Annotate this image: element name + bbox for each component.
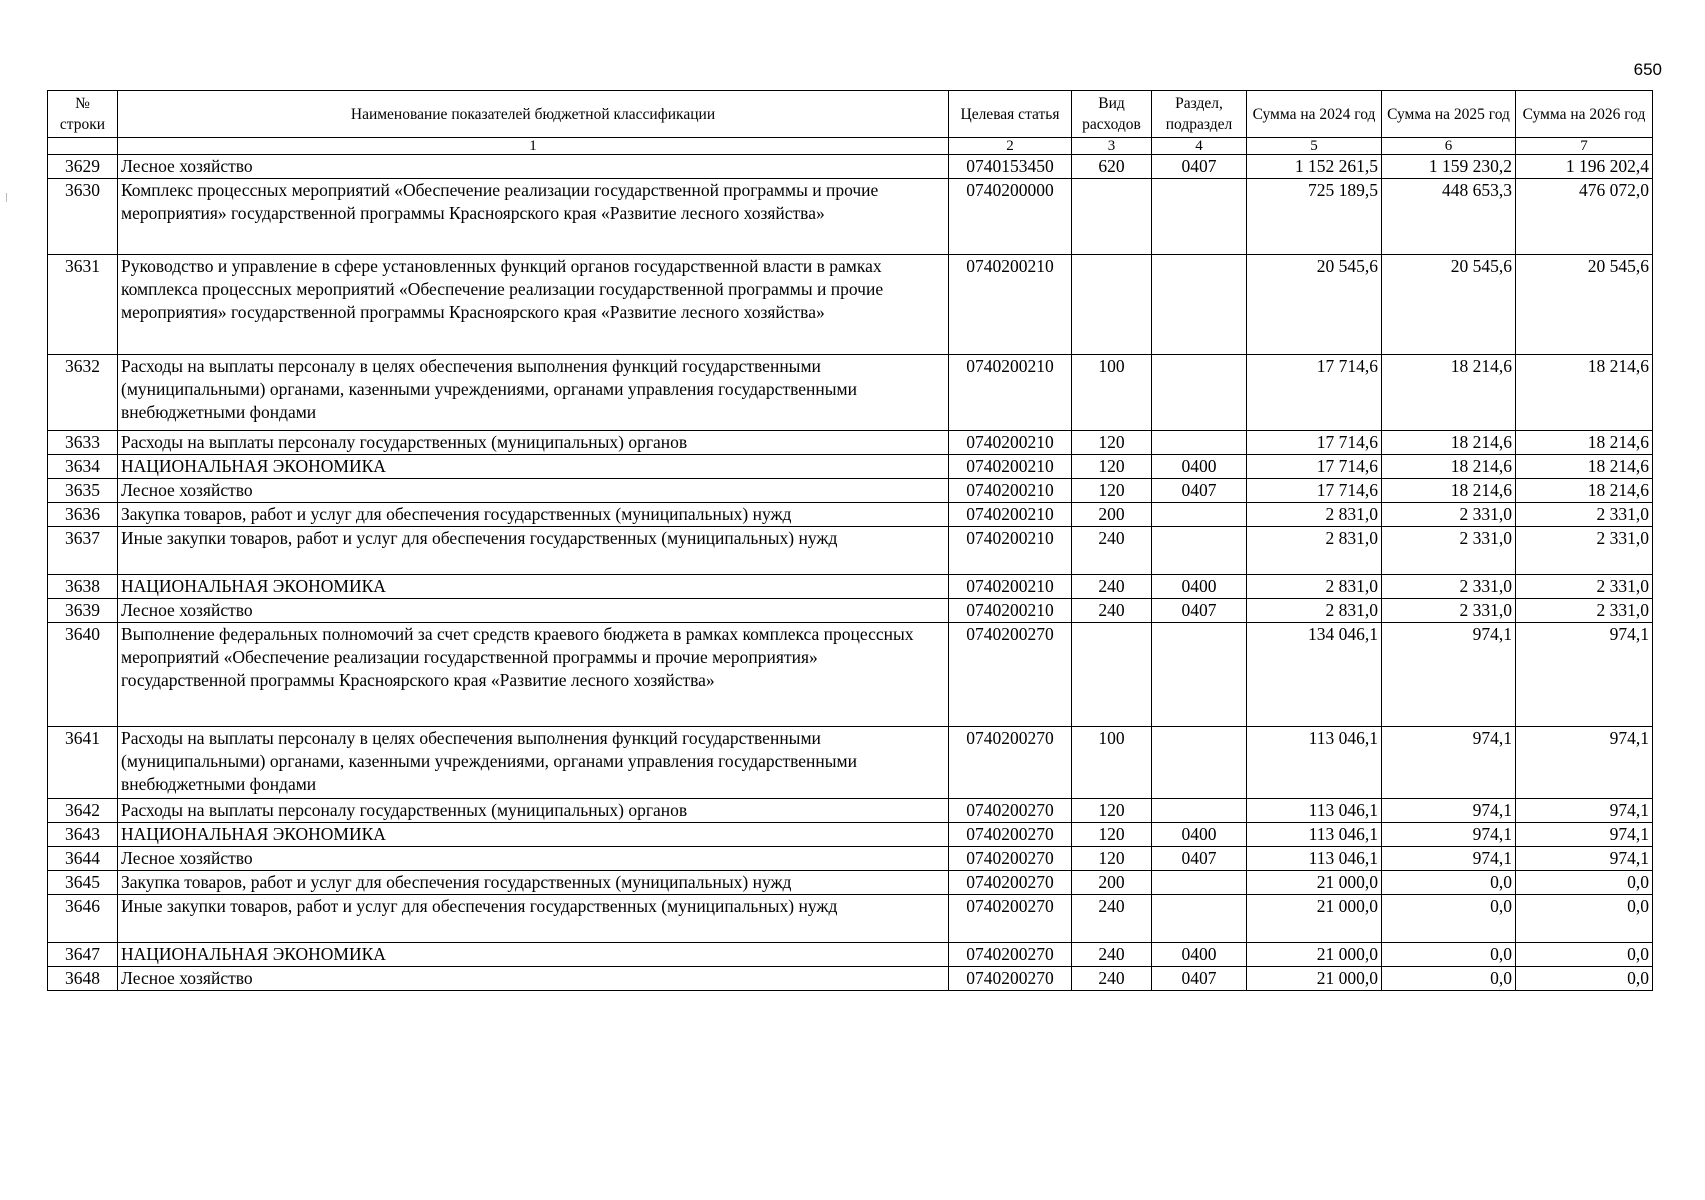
row-number: 3647 xyxy=(48,943,118,967)
table-row xyxy=(48,255,1653,355)
expense-kind: 240 xyxy=(1072,943,1152,967)
sum-2026: 974,1 xyxy=(1516,847,1653,871)
section-code xyxy=(1152,623,1247,727)
row-number: 3641 xyxy=(48,727,118,799)
sum-2025: 2 331,0 xyxy=(1382,503,1516,527)
target-article: 0740153450 xyxy=(949,155,1072,179)
sum-2026: 974,1 xyxy=(1516,623,1653,727)
target-article: 0740200210 xyxy=(949,431,1072,455)
table-row xyxy=(48,575,1653,599)
sum-2026: 18 214,6 xyxy=(1516,431,1653,455)
header-section: Раздел, подраздел xyxy=(1152,91,1247,138)
row-number: 3630 xyxy=(48,179,118,255)
sum-2026: 2 331,0 xyxy=(1516,599,1653,623)
sum-2026: 18 214,6 xyxy=(1516,479,1653,503)
sum-2026: 974,1 xyxy=(1516,823,1653,847)
sum-2026: 0,0 xyxy=(1516,967,1653,991)
table-row xyxy=(48,179,1653,255)
sum-2024: 134 046,1 xyxy=(1247,623,1382,727)
sum-2026: 0,0 xyxy=(1516,871,1653,895)
row-name: Иные закупки товаров, работ и услуг для обеспечения государственных (муниципальных) нужд xyxy=(118,895,949,943)
expense-kind: 120 xyxy=(1072,479,1152,503)
table-body xyxy=(48,155,1653,991)
sum-2026: 0,0 xyxy=(1516,895,1653,943)
column-number: 1 xyxy=(118,138,949,155)
sum-2025: 974,1 xyxy=(1382,847,1516,871)
sum-2024: 113 046,1 xyxy=(1247,799,1382,823)
sum-2025: 2 331,0 xyxy=(1382,599,1516,623)
table-row xyxy=(48,967,1653,991)
expense-kind: 240 xyxy=(1072,575,1152,599)
section-code: 0400 xyxy=(1152,943,1247,967)
sum-2026: 2 331,0 xyxy=(1516,575,1653,599)
target-article: 0740200270 xyxy=(949,727,1072,799)
table-row xyxy=(48,479,1653,503)
sum-2025: 18 214,6 xyxy=(1382,455,1516,479)
sum-2024: 1 152 261,5 xyxy=(1247,155,1382,179)
expense-kind: 120 xyxy=(1072,847,1152,871)
row-number: 3631 xyxy=(48,255,118,355)
target-article: 0740200270 xyxy=(949,871,1072,895)
row-name: Расходы на выплаты персоналу государственных (муниципальных) органов xyxy=(118,799,949,823)
sum-2026: 18 214,6 xyxy=(1516,455,1653,479)
section-code: 0407 xyxy=(1152,599,1247,623)
sum-2024: 2 831,0 xyxy=(1247,527,1382,575)
section-code: 0407 xyxy=(1152,155,1247,179)
row-name: Лесное хозяйство xyxy=(118,479,949,503)
expense-kind: 240 xyxy=(1072,527,1152,575)
expense-kind: 200 xyxy=(1072,871,1152,895)
row-number: 3648 xyxy=(48,967,118,991)
row-name: Иные закупки товаров, работ и услуг для обеспечения государственных (муниципальных) нужд xyxy=(118,527,949,575)
section-code: 0400 xyxy=(1152,823,1247,847)
column-number: 5 xyxy=(1247,138,1382,155)
sum-2025: 448 653,3 xyxy=(1382,179,1516,255)
row-name: Расходы на выплаты персоналу государственных (муниципальных) органов xyxy=(118,431,949,455)
sum-2025: 0,0 xyxy=(1382,943,1516,967)
sum-2025: 20 545,6 xyxy=(1382,255,1516,355)
scan-mark xyxy=(6,193,7,202)
sum-2026: 476 072,0 xyxy=(1516,179,1653,255)
column-number: 6 xyxy=(1382,138,1516,155)
expense-kind: 100 xyxy=(1072,355,1152,431)
column-number: 7 xyxy=(1516,138,1653,155)
section-code xyxy=(1152,503,1247,527)
expense-kind: 240 xyxy=(1072,967,1152,991)
page-number: 650 xyxy=(1633,60,1662,79)
column-number xyxy=(48,138,118,155)
sum-2026: 974,1 xyxy=(1516,727,1653,799)
table-row xyxy=(48,155,1653,179)
target-article: 0740200210 xyxy=(949,599,1072,623)
table-row xyxy=(48,455,1653,479)
sum-2025: 974,1 xyxy=(1382,823,1516,847)
section-code xyxy=(1152,431,1247,455)
expense-kind: 120 xyxy=(1072,455,1152,479)
sum-2026: 0,0 xyxy=(1516,943,1653,967)
sum-2024: 725 189,5 xyxy=(1247,179,1382,255)
target-article: 0740200270 xyxy=(949,623,1072,727)
table-row xyxy=(48,599,1653,623)
section-code xyxy=(1152,527,1247,575)
sum-2025: 2 331,0 xyxy=(1382,527,1516,575)
table-row xyxy=(48,503,1653,527)
row-number: 3629 xyxy=(48,155,118,179)
sum-2024: 113 046,1 xyxy=(1247,823,1382,847)
sum-2024: 17 714,6 xyxy=(1247,355,1382,431)
target-article: 0740200270 xyxy=(949,895,1072,943)
section-code: 0407 xyxy=(1152,479,1247,503)
target-article: 0740200000 xyxy=(949,179,1072,255)
sum-2025: 0,0 xyxy=(1382,895,1516,943)
table-row xyxy=(48,895,1653,943)
table-row xyxy=(48,623,1653,727)
row-number: 3633 xyxy=(48,431,118,455)
header-sum-2024: Сумма на 2024 год xyxy=(1247,91,1382,138)
row-name: Лесное хозяйство xyxy=(118,155,949,179)
section-code xyxy=(1152,255,1247,355)
target-article: 0740200210 xyxy=(949,575,1072,599)
row-number: 3645 xyxy=(48,871,118,895)
header-row xyxy=(48,91,1653,138)
budget-table xyxy=(47,90,1653,991)
row-name: НАЦИОНАЛЬНАЯ ЭКОНОМИКА xyxy=(118,943,949,967)
row-name: Выполнение федеральных полномочий за счет средств краевого бюджета в рамках комплекса процессных мероприятий «Обеспечение реализации государственной программы и прочие мероприятия» государственной программы Красноярского края «Развитие лесного хозяйства» xyxy=(118,623,949,727)
section-code: 0407 xyxy=(1152,967,1247,991)
row-name: Руководство и управление в сфере установленных функций органов государственной власти в рамках комплекса процессных мероприятий «Обеспечение реализации государственной программы и прочие мероприятия» государственной программы Красноярского края «Развитие лесного хозяйства» xyxy=(118,255,949,355)
sum-2024: 17 714,6 xyxy=(1247,479,1382,503)
table-row xyxy=(48,823,1653,847)
section-code xyxy=(1152,179,1247,255)
row-name: НАЦИОНАЛЬНАЯ ЭКОНОМИКА xyxy=(118,823,949,847)
sum-2026: 20 545,6 xyxy=(1516,255,1653,355)
table-row xyxy=(48,871,1653,895)
expense-kind xyxy=(1072,255,1152,355)
row-number: 3637 xyxy=(48,527,118,575)
target-article: 0740200210 xyxy=(949,479,1072,503)
target-article: 0740200270 xyxy=(949,967,1072,991)
sum-2025: 974,1 xyxy=(1382,727,1516,799)
sum-2025: 0,0 xyxy=(1382,871,1516,895)
row-name: Расходы на выплаты персоналу в целях обеспечения выполнения функций государственными (муниципальными) органами, казенными учреждениями, органами управления государственными внебюджетными фондами xyxy=(118,355,949,431)
sum-2024: 113 046,1 xyxy=(1247,727,1382,799)
target-article: 0740200210 xyxy=(949,255,1072,355)
expense-kind: 100 xyxy=(1072,727,1152,799)
expense-kind xyxy=(1072,179,1152,255)
row-number: 3646 xyxy=(48,895,118,943)
table-row xyxy=(48,355,1653,431)
section-code: 0407 xyxy=(1152,847,1247,871)
sum-2024: 2 831,0 xyxy=(1247,575,1382,599)
column-number: 3 xyxy=(1072,138,1152,155)
row-number: 3632 xyxy=(48,355,118,431)
row-number: 3640 xyxy=(48,623,118,727)
section-code xyxy=(1152,871,1247,895)
row-name: Расходы на выплаты персоналу в целях обеспечения выполнения функций государственными (муниципальными) органами, казенными учреждениями, органами управления государственными внебюджетными фондами xyxy=(118,727,949,799)
sum-2025: 974,1 xyxy=(1382,799,1516,823)
row-number: 3643 xyxy=(48,823,118,847)
target-article: 0740200210 xyxy=(949,503,1072,527)
expense-kind: 240 xyxy=(1072,895,1152,943)
header-sum-2026: Сумма на 2026 год xyxy=(1516,91,1653,138)
row-number: 3636 xyxy=(48,503,118,527)
header-code: Целевая статья xyxy=(949,91,1072,138)
section-code xyxy=(1152,895,1247,943)
sum-2025: 0,0 xyxy=(1382,967,1516,991)
header-sum-2025: Сумма на 2025 год xyxy=(1382,91,1516,138)
row-number: 3642 xyxy=(48,799,118,823)
row-name: Комплекс процессных мероприятий «Обеспечение реализации государственной программы и прочие мероприятия» государственной программы Красноярского края «Развитие лесного хозяйства» xyxy=(118,179,949,255)
target-article: 0740200270 xyxy=(949,799,1072,823)
sum-2024: 21 000,0 xyxy=(1247,871,1382,895)
target-article: 0740200210 xyxy=(949,527,1072,575)
sum-2024: 21 000,0 xyxy=(1247,895,1382,943)
target-article: 0740200210 xyxy=(949,455,1072,479)
target-article: 0740200270 xyxy=(949,943,1072,967)
sum-2024: 2 831,0 xyxy=(1247,503,1382,527)
sum-2026: 18 214,6 xyxy=(1516,355,1653,431)
section-code: 0400 xyxy=(1152,455,1247,479)
sum-2024: 17 714,6 xyxy=(1247,431,1382,455)
row-name: Лесное хозяйство xyxy=(118,967,949,991)
column-number: 4 xyxy=(1152,138,1247,155)
sum-2026: 2 331,0 xyxy=(1516,503,1653,527)
table-row xyxy=(48,847,1653,871)
row-number: 3644 xyxy=(48,847,118,871)
header-kind: Вид расходов xyxy=(1072,91,1152,138)
table-row xyxy=(48,943,1653,967)
sum-2025: 2 331,0 xyxy=(1382,575,1516,599)
sum-2025: 1 159 230,2 xyxy=(1382,155,1516,179)
target-article: 0740200210 xyxy=(949,355,1072,431)
table-row xyxy=(48,527,1653,575)
row-name: Закупка товаров, работ и услуг для обеспечения государственных (муниципальных) нужд xyxy=(118,503,949,527)
sum-2025: 974,1 xyxy=(1382,623,1516,727)
header-row-no: № строки xyxy=(48,91,118,138)
sum-2024: 17 714,6 xyxy=(1247,455,1382,479)
expense-kind: 120 xyxy=(1072,431,1152,455)
header-name: Наименование показателей бюджетной классификации xyxy=(118,91,949,138)
sum-2026: 2 331,0 xyxy=(1516,527,1653,575)
sum-2024: 113 046,1 xyxy=(1247,847,1382,871)
sum-2024: 21 000,0 xyxy=(1247,943,1382,967)
row-name: Лесное хозяйство xyxy=(118,847,949,871)
section-code xyxy=(1152,355,1247,431)
expense-kind: 200 xyxy=(1072,503,1152,527)
sum-2025: 18 214,6 xyxy=(1382,355,1516,431)
row-number: 3634 xyxy=(48,455,118,479)
expense-kind: 120 xyxy=(1072,799,1152,823)
sum-2026: 1 196 202,4 xyxy=(1516,155,1653,179)
target-article: 0740200270 xyxy=(949,847,1072,871)
row-name: НАЦИОНАЛЬНАЯ ЭКОНОМИКА xyxy=(118,575,949,599)
target-article: 0740200270 xyxy=(949,823,1072,847)
column-number: 2 xyxy=(949,138,1072,155)
sum-2025: 18 214,6 xyxy=(1382,431,1516,455)
sum-2024: 2 831,0 xyxy=(1247,599,1382,623)
expense-kind: 240 xyxy=(1072,599,1152,623)
column-number-row xyxy=(48,138,1653,155)
row-number: 3638 xyxy=(48,575,118,599)
expense-kind xyxy=(1072,623,1152,727)
table-row xyxy=(48,431,1653,455)
row-number: 3639 xyxy=(48,599,118,623)
section-code xyxy=(1152,799,1247,823)
row-name: НАЦИОНАЛЬНАЯ ЭКОНОМИКА xyxy=(118,455,949,479)
row-name: Закупка товаров, работ и услуг для обеспечения государственных (муниципальных) нужд xyxy=(118,871,949,895)
section-code: 0400 xyxy=(1152,575,1247,599)
section-code xyxy=(1152,727,1247,799)
sum-2024: 20 545,6 xyxy=(1247,255,1382,355)
row-name: Лесное хозяйство xyxy=(118,599,949,623)
expense-kind: 620 xyxy=(1072,155,1152,179)
sum-2026: 974,1 xyxy=(1516,799,1653,823)
sum-2024: 21 000,0 xyxy=(1247,967,1382,991)
table-row xyxy=(48,799,1653,823)
expense-kind: 120 xyxy=(1072,823,1152,847)
table-row xyxy=(48,727,1653,799)
row-number: 3635 xyxy=(48,479,118,503)
sum-2025: 18 214,6 xyxy=(1382,479,1516,503)
